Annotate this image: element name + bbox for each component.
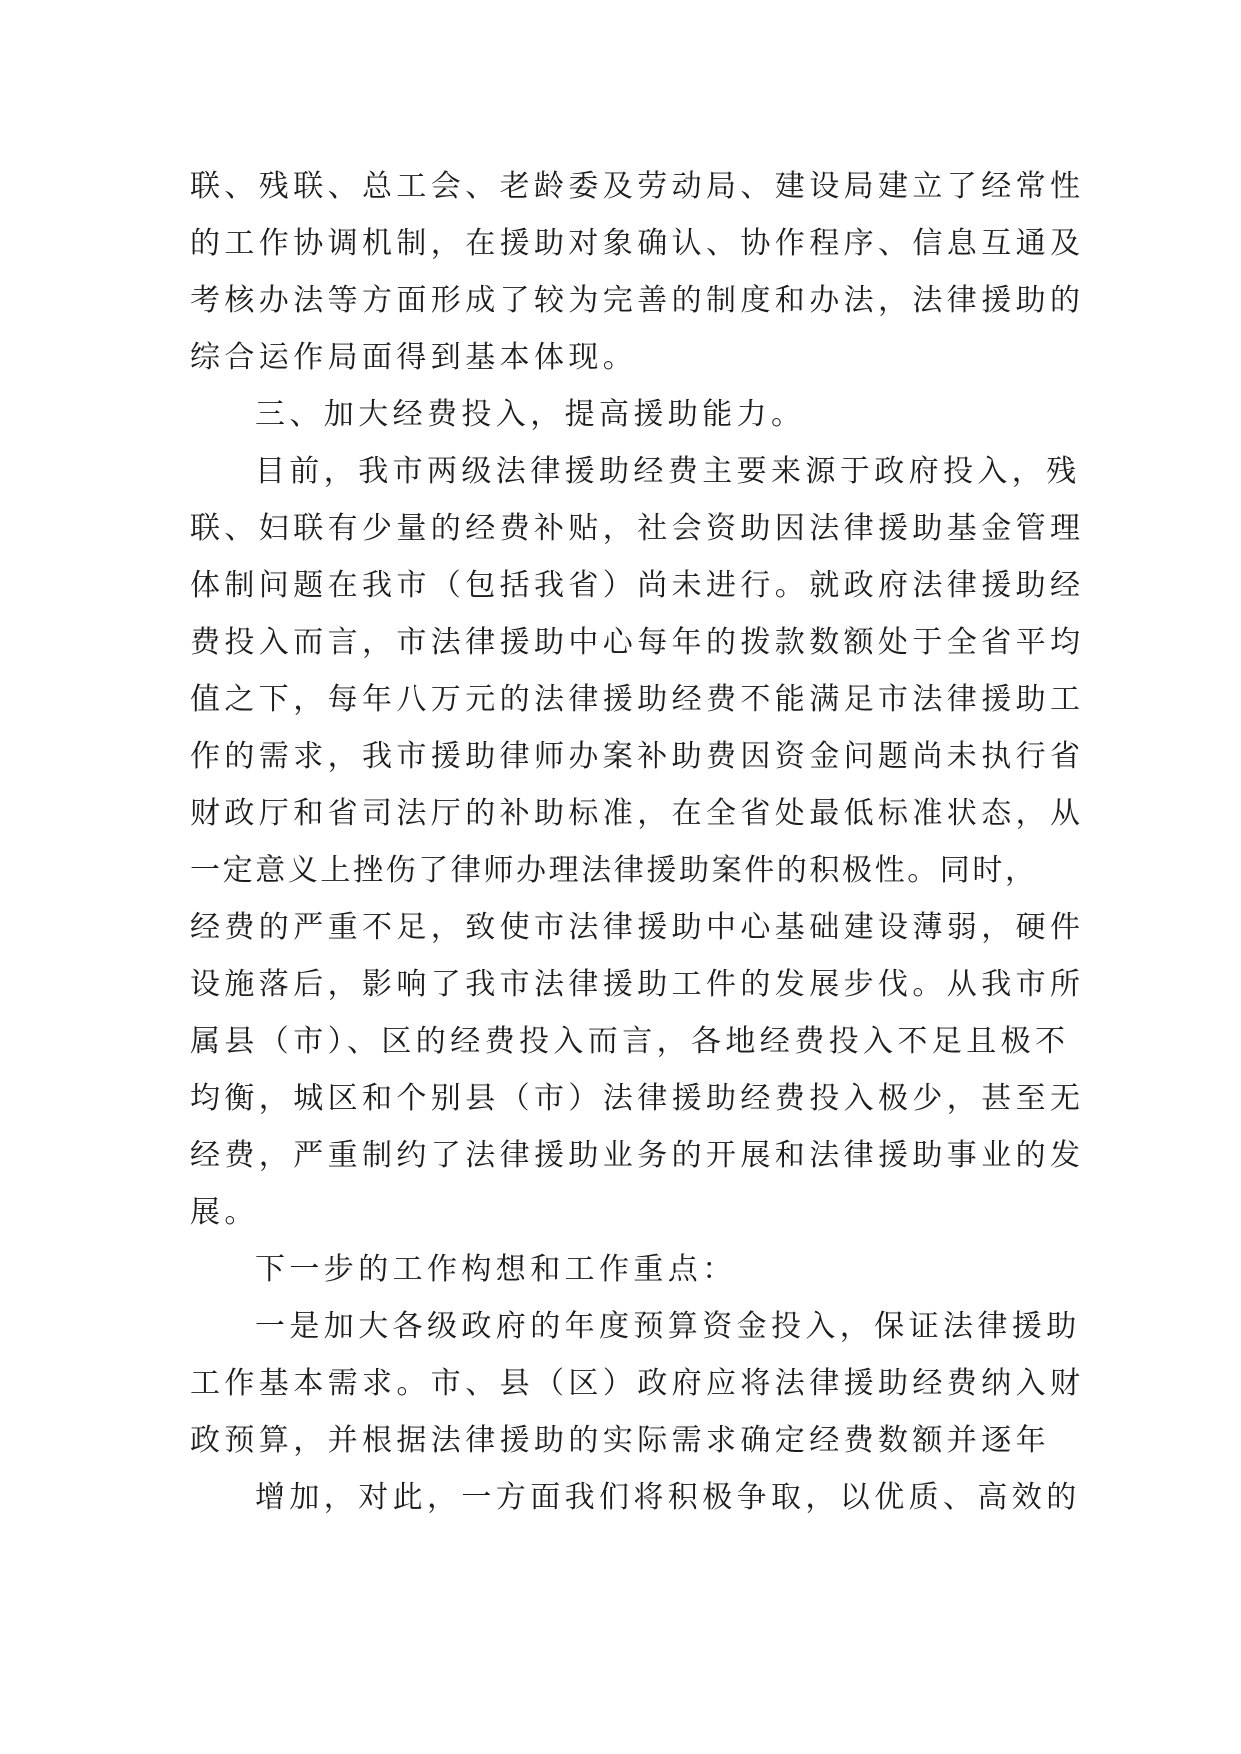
text-line: 联、残联、总工会、老龄委及劳动局、建设局建立了经常性 bbox=[190, 169, 1085, 204]
text-line: 联、妇联有少量的经费补贴，社会资助因法律援助基金管理 bbox=[190, 511, 1085, 546]
text-line: 增加，对此，一方面我们将积极争取，以优质、高效的 bbox=[255, 1480, 1081, 1515]
text-line: 均衡，城区和个别县（市）法律援助经费投入极少，甚至无 bbox=[190, 1081, 1085, 1116]
text-line: 工作基本需求。市、县（区）政府应将法律援助经费纳入财 bbox=[190, 1366, 1085, 1401]
text-line: 费投入而言，市法律援助中心每年的拨款数额处于全省平均 bbox=[190, 625, 1085, 660]
text-line: 考核办法等方面形成了较为完善的制度和办法，法律援助的 bbox=[190, 283, 1085, 318]
text-line: 财政厅和省司法厅的补助标准，在全省处最低标准状态，从 bbox=[190, 796, 1085, 831]
text-line: 一定意义上挫伤了律师办理法律援助案件的积极性。同时， bbox=[190, 853, 1038, 888]
text-line: 属县（市）、区的经费投入而言，各地经费投入不足且极不 bbox=[190, 1024, 1070, 1059]
text-line: 经费，严重制约了法律援助业务的开展和法律援助事业的发 bbox=[190, 1138, 1085, 1173]
text-line: 一是加大各级政府的年度预算资金投入，保证法律援助 bbox=[255, 1309, 1081, 1344]
section-heading: 下一步的工作构想和工作重点： bbox=[255, 1252, 737, 1287]
text-line: 设施落后，影响了我市法律援助工件的发展步伐。从我市所 bbox=[190, 967, 1085, 1002]
text-line: 体制问题在我市（包括我省）尚未进行。就政府法律援助经 bbox=[190, 568, 1085, 603]
document-body bbox=[190, 158, 1085, 1526]
text-line: 作的需求，我市援助律师办案补助费因资金问题尚未执行省 bbox=[190, 739, 1085, 774]
text-line: 经费的严重不足，致使市法律援助中心基础建设薄弱，硬件 bbox=[190, 910, 1085, 945]
text-line: 政预算，并根据法律援助的实际需求确定经费数额并逐年 bbox=[190, 1423, 1050, 1458]
text-line: 的工作协调机制，在援助对象确认、协作程序、信息互通及 bbox=[190, 226, 1085, 261]
section-heading: 三、加大经费投入，提高援助能力。 bbox=[255, 397, 806, 432]
text-line: 值之下，每年八万元的法律援助经费不能满足市法律援助工 bbox=[190, 682, 1085, 717]
text-line: 目前，我市两级法律援助经费主要来源于政府投入，残 bbox=[255, 454, 1081, 489]
text-line: 展。 bbox=[190, 1195, 259, 1230]
text-line: 综合运作局面得到基本体现。 bbox=[190, 340, 638, 375]
